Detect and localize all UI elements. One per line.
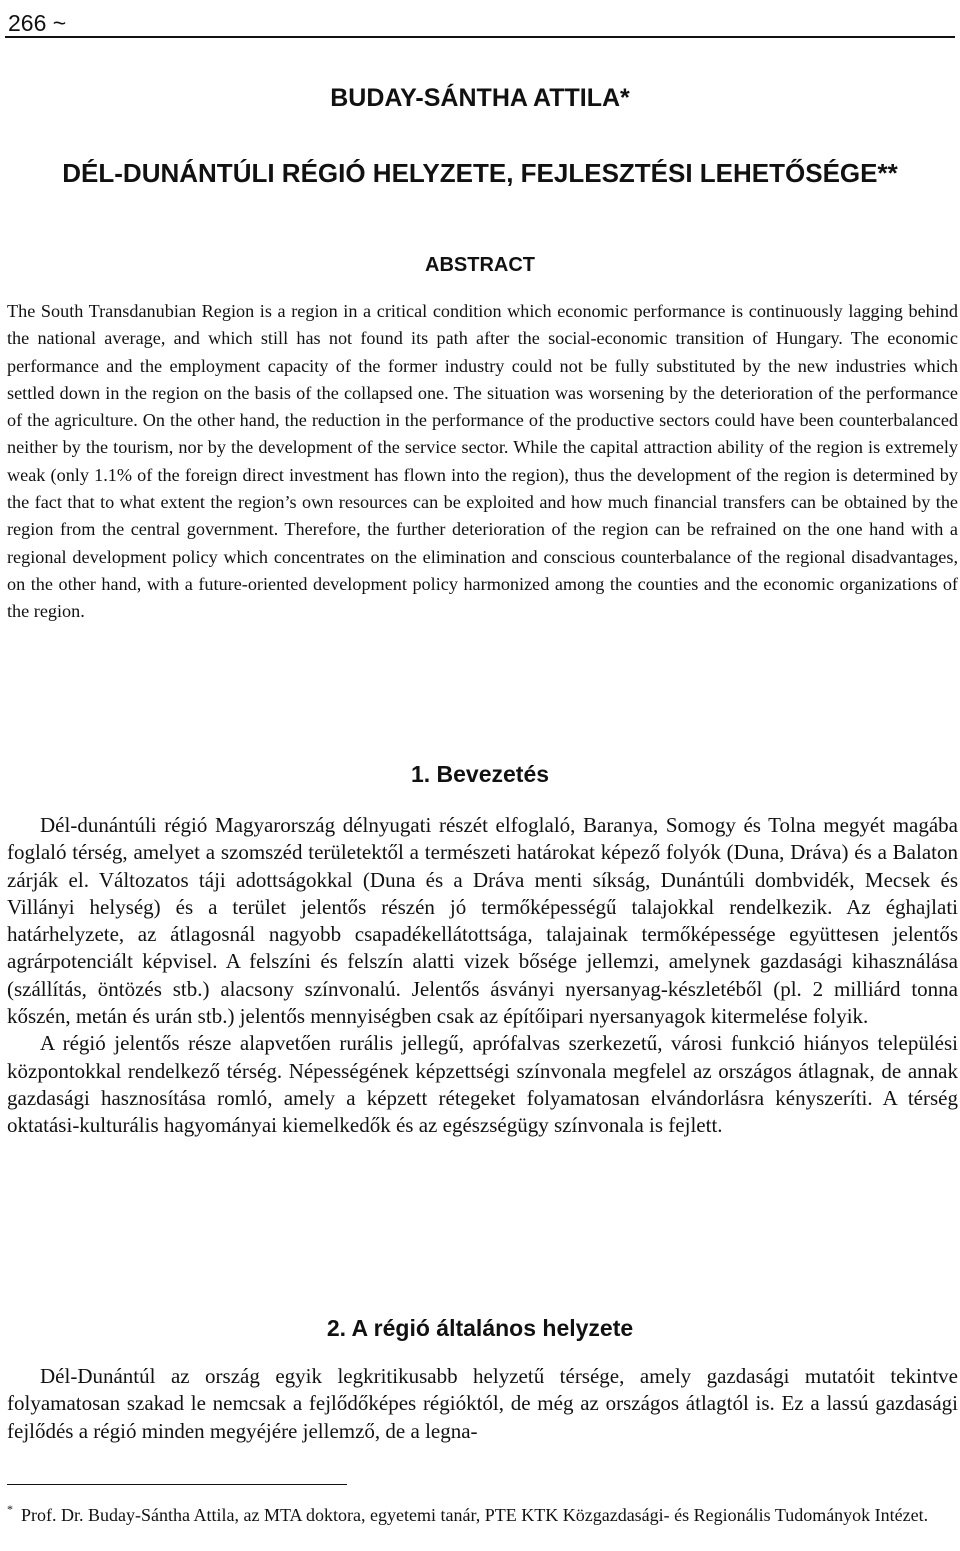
footnote-text: Prof. Dr. Buday-Sántha Attila, az MTA doktora, egyetemi tanár, PTE KTK Közgazdasági- és Regionális Tudományok Intézet. [21, 1505, 929, 1525]
footnote-rule [7, 1484, 347, 1485]
section-2-body [7, 1363, 958, 1445]
section-1-body [7, 812, 958, 1140]
header-rule [5, 36, 955, 38]
page-number: 266 ~ [8, 10, 67, 36]
paragraph: A régió jelentős része alapvetően rurális jellegű, aprófalvas szerkezetű, városi funkció hiányos települési központokkal rendelkező térség. Népességének képzettségi színvonala megfelel az országos átlagnak, de annak gazdasági hasznosítása romló, amely a képzett rétegeket folyamatosan elvándorlásra kényszeríti. A térség oktatási-kulturális hagyományai kiemelkedők és az egészségügy színvonala is fejlett. [7, 1031, 958, 1138]
section-1-heading: 1. Bevezetés [410, 761, 550, 787]
section-2-heading: 2. A régió általános helyzete [326, 1315, 634, 1341]
abstract-heading: ABSTRACT [425, 254, 535, 276]
footnote-mark: * [7, 1502, 13, 1516]
abstract-text: The South Transdanubian Region is a region in a critical condition which economic performance is continuously lagging behind the national average, and which still has not found its path after the social-economic transition of Hungary. The economic performance and the employment capacity of the former industry could not be fully substituted by the new industries which settled down in the region on the basis of the collapsed one. The situation was worsening by the deterioration of the performance of the agriculture. On the other hand, the reduction in the performance of the productive sectors could have been counterbalanced neither by the tourism, nor by the development of the service sector. While the capital attraction ability of the region is extremely weak (only 1.1% of the foreign direct investment has flown into the region), thus the development of the region is determined by the fact that to what extent the region’s own resources can be exploited and how much financial transfers can be obtained by the region from the central government. Therefore, the further deterioration of the region can be refrained on the one hand with a regional development policy which concentrates on the elimination and conscious counterbalance of the regional disadvantages, on the other hand, with a future-oriented development policy harmonized among the counties and the economic organizations of the region. [7, 301, 958, 622]
paragraph: Dél-Dunántúl az ország egyik legkritikusabb helyzetű térsége, amely gazdasági mutatóit tekintve folyamatosan szakad le nemcsak a fejlődőképes régióktól, de még az országos átlagtól is. Ez a lassú gazdasági fejlődés a régió minden megyéjére jellemző, de a legna- [7, 1364, 958, 1443]
footnote [7, 1496, 958, 1529]
author-name: BUDAY-SÁNTHA ATTILA* [330, 84, 630, 112]
paragraph: Dél-dunántúli régió Magyarország délnyugati részét elfoglaló, Baranya, Somogy és Tolna megyét magába foglaló térség, amelyet a szomszéd területektől a természeti határokat képező folyók (Duna, Dráva) és a Balaton zárják el. Változatos táji adottságokkal (Duna és a Dráva menti síkság, Dunántúli dombvidék, Mecsek és Villányi helység) és a terület jelentős részén jó termőképességű talajokkal rendelkezik. Az éghajlati határhelyzete, az átlagosnál nagyobb csapadékellátottsága, talajainak termőképessége együttesen jelentős agrárpotenciált képvisel. A felszíni és felszín alatti vizek bősége jellemzi, amelynek gazdasági kihasználása (szállítás, öntözés stb.) alacsony színvonalú. Jelentős ásványi nyersanyag-készletéből (pl. 2 milliárd tonna kőszén, metán és urán stb.) jelentős mennyiségben csak az építőipari nyersanyagok kitermelése folyik. [7, 813, 958, 1029]
article-title: DÉL-DUNÁNTÚLI RÉGIÓ HELYZETE, FEJLESZTÉSI LEHETŐSÉGE** [62, 158, 898, 188]
